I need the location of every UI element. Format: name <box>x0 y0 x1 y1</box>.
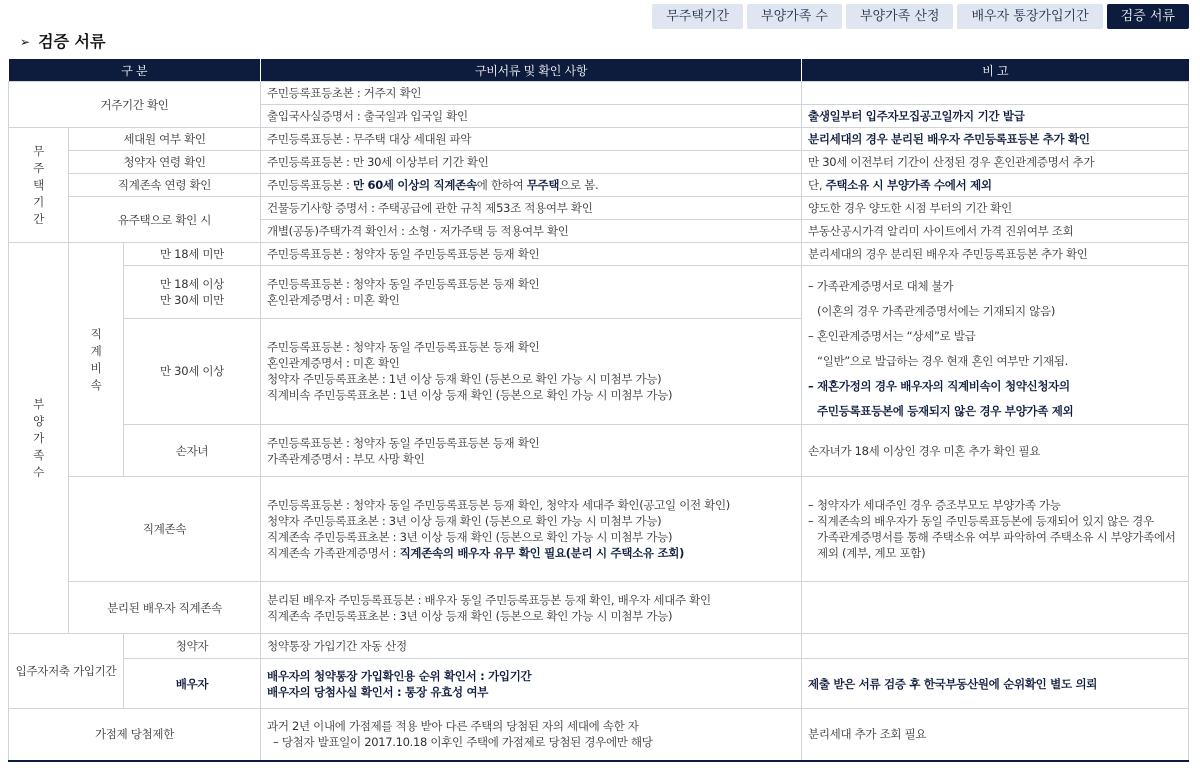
doc-cell: 건물등기사항 증명서 : 주택공급에 관한 규칙 제53조 적용여부 확인 <box>261 197 802 220</box>
doc-cell: 주민등록표등초본 : 거주지 확인 <box>261 82 802 105</box>
note-cell: 제출 받은 서류 검증 후 한국부동산원에 순위확인 별도 의뢰 <box>802 659 1189 709</box>
note-line: 주민등록표등본에 등재되지 않은 경우 부양가족 제외 <box>817 404 1074 418</box>
doc-line: – 당첨자 발표일이 2017.10.18 이후인 주택에 가점제로 당첨된 경우에만 해당 <box>273 735 653 750</box>
tab-dependents-calc[interactable]: 부양가족 산정 <box>846 4 953 29</box>
tab-spouse-account-period[interactable]: 배우자 통장가입기간 <box>957 4 1102 29</box>
group-label-lineal-desc: 직 계 비 속 <box>69 243 124 477</box>
section-title <box>20 29 105 52</box>
row-label <box>124 266 261 319</box>
doc-cell: 주민등록표등본 : 무주택 대상 세대원 파악 <box>261 128 802 151</box>
doc-line: 청약자 주민등록표초본 : 1년 이상 등재 확인 (등본으로 확인 가능 시 미첨부 가능) <box>267 372 662 387</box>
note-cell: 양도한 경우 양도한 시점 부터의 기간 확인 <box>802 197 1189 220</box>
row-sublabel: 청약자 <box>124 634 261 659</box>
row-label: 거주기간 확인 <box>9 82 261 128</box>
section-title-text: 검증 서류 <box>38 32 106 51</box>
note-cell <box>802 174 1189 197</box>
doc-emph: 무주택 <box>526 178 560 192</box>
doc-line: 배우자의 당첨사실 확인서 : 통장 유효성 여부 <box>267 684 489 699</box>
doc-cell: 주민등록표등본 : 청약자 동일 주민등록표등본 등재 확인 <box>261 243 802 266</box>
table-row <box>9 266 1189 319</box>
doc-line: 주민등록표등본 : 청약자 동일 주민등록표등본 등재 확인 <box>267 435 540 450</box>
note-cell <box>802 634 1189 659</box>
row-sublabel: 배우자 <box>124 659 261 709</box>
doc-cell: 출입국사실증명서 : 출국일과 입국일 확인 <box>261 105 802 128</box>
table-row <box>9 82 1189 105</box>
table-row <box>9 582 1189 634</box>
row-label: 직계존속 연령 확인 <box>69 174 261 197</box>
row-label: 유주택으로 확인 시 <box>69 197 261 243</box>
note-line: – 가족관계증명서로 대체 불가 <box>808 279 954 293</box>
doc-text: 에 한하여 <box>476 178 527 192</box>
table-row <box>9 709 1189 761</box>
note-line: (이혼의 경우 가족관계증명서에는 기재되지 않음) <box>817 304 1056 318</box>
doc-cell: 개별(공동)주택가격 확인서 : 소형 · 저가주택 등 적용여부 확인 <box>261 220 802 243</box>
row-label: 청약자 연령 확인 <box>69 151 261 174</box>
doc-line: 직계존속 주민등록표초본 : 3년 이상 등재 확인 (등본으로 확인 가능 시 미첨부 가능) <box>267 530 673 544</box>
tab-bar <box>652 4 1189 29</box>
tab-homeless-period[interactable]: 무주택기간 <box>652 4 743 29</box>
verification-docs-table <box>8 59 1189 762</box>
doc-line: 주민등록표등본 : 청약자 동일 주민등록표등본 등재 확인, 청약자 세대주 확인(공고일 이전 확인) <box>267 498 730 512</box>
doc-cell <box>261 318 802 424</box>
row-label-line: 만 18세 이상 <box>160 276 224 291</box>
row-label: 가점제 당첨제한 <box>9 709 261 761</box>
table-row <box>9 197 1189 220</box>
doc-cell: 주민등록표등본 : 만 30세 이상부터 기간 확인 <box>261 151 802 174</box>
note-cell: 부동산공시가격 알리미 사이트에서 가격 진위여부 조회 <box>802 220 1189 243</box>
group-label-homeless: 무 주 택 기 간 <box>9 128 69 243</box>
note-cell <box>802 582 1189 634</box>
note-cell <box>802 82 1189 105</box>
doc-line: 가족관계증명서 : 부모 사망 확인 <box>267 451 425 466</box>
row-label: 분리된 배우자 직계존속 <box>69 582 261 634</box>
doc-emph: 만 60세 이상의 직계존속 <box>352 178 477 192</box>
note-cell <box>802 266 1189 425</box>
table-row <box>9 477 1189 582</box>
header-notes: 비 고 <box>802 59 1189 82</box>
doc-emph: 직계존속의 배우자 유무 확인 필요(분리 시 주택소유 조회) <box>399 546 685 560</box>
doc-line: 직계비속 주민등록표초본 : 1년 이상 등재 확인 (등본으로 확인 가능 시 미첨부 가능) <box>267 388 673 403</box>
note-cell: 만 30세 이전부터 기간이 산정된 경우 혼인관계증명서 추가 <box>802 151 1189 174</box>
note-line: 가족관계증명서를 통해 주택소유 여부 파악하여 주택소유 시 부양가족에서 <box>817 530 1176 544</box>
doc-line: 혼인관계증명서 : 미혼 확인 <box>267 356 400 371</box>
note-line: – 청약자가 세대주인 경우 증조부모도 부양가족 가능 <box>808 498 1061 512</box>
doc-line: 직계존속 주민등록표초본 : 3년 이상 등재 확인 (등본으로 확인 가능 시 미첨부 가능) <box>267 608 673 623</box>
table-row <box>9 634 1189 659</box>
doc-line <box>267 545 795 561</box>
doc-line: 주민등록표등본 : 청약자 동일 주민등록표등본 등재 확인 <box>267 340 540 355</box>
doc-cell <box>261 174 802 197</box>
tab-verification-docs[interactable]: 검증 서류 <box>1107 4 1189 29</box>
doc-cell <box>261 477 802 582</box>
doc-cell <box>261 425 802 477</box>
table-row <box>9 425 1189 477</box>
note-cell: 분리세대의 경우 분리된 배우자 주민등록표등본 추가 확인 <box>802 243 1189 266</box>
note-line: – 재혼가정의 경우 배우자의 직계비속이 청약신청자의 <box>808 379 1070 393</box>
doc-line: 주민등록표등본 : 청약자 동일 주민등록표등본 등재 확인 <box>267 276 540 291</box>
row-label: 만 30세 이상 <box>124 318 261 424</box>
arrow-right-icon: ➢ <box>20 35 31 49</box>
note-cell: 분리세대의 경우 분리된 배우자 주민등록표등본 추가 확인 <box>802 128 1189 151</box>
table-row <box>9 174 1189 197</box>
row-label: 손자녀 <box>124 425 261 477</box>
table-row <box>9 128 1189 151</box>
doc-line: 분리된 배우자 주민등록표등본 : 배우자 동일 주민등록표등본 등재 확인, 배우자 세대주 확인 <box>267 592 711 607</box>
doc-text: 으로 봄. <box>559 178 599 192</box>
doc-cell <box>261 582 802 634</box>
note-line: 제외 (계부, 계모 포함) <box>817 546 926 560</box>
doc-line: 청약자 주민등록표초본 : 3년 이상 등재 확인 (등본으로 확인 가능 시 미첨부 가능) <box>267 514 662 528</box>
tab-dependents-count[interactable]: 부양가족 수 <box>747 4 842 29</box>
doc-cell: 청약통장 가입기간 자동 산정 <box>261 634 802 659</box>
note-line: – 혼인관계증명서는 “상세”로 발급 <box>808 329 976 343</box>
note-text: 단, <box>808 178 826 192</box>
note-cell <box>802 477 1189 582</box>
doc-line: 과거 2년 이내에 가점제를 적용 받아 다른 주택의 당첨된 자의 세대에 속한 자 <box>267 719 639 734</box>
note-cell: 손자녀가 18세 이상인 경우 미혼 추가 확인 필요 <box>802 425 1189 477</box>
note-cell: 출생일부터 입주자모집공고일까지 기간 발급 <box>802 105 1189 128</box>
doc-text: 주민등록표등본 : <box>267 178 353 192</box>
table-header-row <box>9 59 1189 82</box>
note-line: – 직계존속의 배우자가 동일 주민등록표등본에 등재되어 있지 않은 경우 <box>808 514 1154 528</box>
row-label: 세대원 여부 확인 <box>69 128 261 151</box>
table-row <box>9 151 1189 174</box>
doc-line: 배우자의 청약통장 가입확인용 순위 확인서 : 가입기간 <box>267 668 532 683</box>
note-emph: 주택소유 시 부양가족 수에서 제외 <box>825 178 992 192</box>
note-line: “일반”으로 발급하는 경우 현재 혼인 여부만 기재됨. <box>817 354 1069 368</box>
row-label: 만 18세 미만 <box>124 243 261 266</box>
row-label: 입주자저축 가입기간 <box>9 634 124 709</box>
doc-cell <box>261 266 802 319</box>
doc-cell <box>261 709 802 761</box>
header-category: 구 분 <box>9 59 261 82</box>
table-row <box>9 243 1189 266</box>
note-cell: 분리세대 추가 조회 필요 <box>802 709 1189 761</box>
row-label: 직계존속 <box>69 477 261 582</box>
table-row <box>9 659 1189 709</box>
doc-text: 직계존속 가족관계증명서 : <box>267 546 400 560</box>
doc-cell <box>261 659 802 709</box>
doc-line: 혼인관계증명서 : 미혼 확인 <box>267 292 400 307</box>
header-documents: 구비서류 및 확인 사항 <box>261 59 802 82</box>
group-label-dependents: 부 양 가 족 수 <box>9 243 69 634</box>
row-label-line: 만 30세 미만 <box>160 292 224 307</box>
